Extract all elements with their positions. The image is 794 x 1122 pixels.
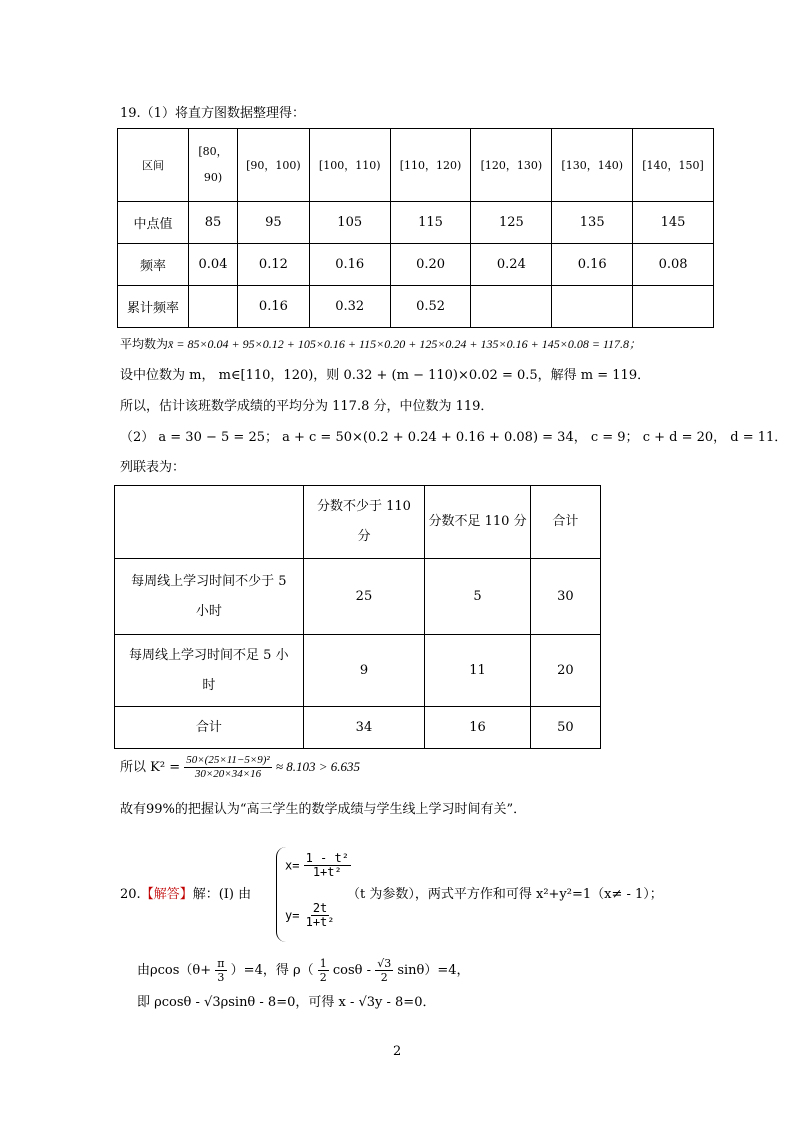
median-line: 设中位数为 m， m∈[110，120)，则 0.32 + (m − 110)×0.02 = 0.5，解得 m = 119．	[120, 368, 651, 383]
table-row	[118, 129, 714, 202]
k2-prefix: 所以 K² =	[120, 760, 181, 775]
histogram-table	[117, 128, 714, 328]
header-cell: 合计	[530, 486, 600, 559]
table-cell: 9	[303, 635, 425, 707]
interval-first-b: 90)	[203, 171, 223, 184]
freq-cell: 0.04	[189, 244, 238, 286]
x-numerator: 1 - t²	[305, 851, 349, 865]
y-equation	[285, 902, 337, 929]
x-fraction	[304, 852, 351, 879]
midpoint-cell: 105	[309, 202, 390, 244]
x-denominator: 1+t²	[312, 865, 342, 879]
midpoint-cell: 95	[238, 202, 310, 244]
interval-cell: [140，150]	[633, 129, 714, 202]
cum-freq-cell	[633, 286, 714, 328]
cum-freq-cell	[471, 286, 552, 328]
x-equation	[285, 852, 351, 879]
table-row	[115, 707, 601, 749]
k2-line	[120, 754, 360, 781]
table-cell: 50	[530, 707, 600, 749]
y-denominator: 1+t²	[305, 915, 335, 929]
interval-first-a: [80，	[198, 145, 228, 158]
x-lhs: x=	[285, 858, 300, 873]
header-cell: 分数不足 110 分	[425, 486, 531, 559]
table-row	[115, 486, 601, 559]
table-row	[118, 244, 714, 286]
midpoint-cell: 145	[633, 202, 714, 244]
midpoint-cell: 85	[189, 202, 238, 244]
y-numerator: 2t	[312, 901, 328, 915]
mean-line	[120, 335, 641, 353]
interval-cell	[189, 129, 238, 202]
table-row	[118, 202, 714, 244]
table-cell: 11	[425, 635, 531, 707]
contingency-table	[114, 485, 601, 749]
table-cell: 25	[303, 559, 425, 635]
row-label-midpoint: 中点值	[118, 202, 189, 244]
table2-intro: 列联表为：	[120, 460, 186, 475]
cum-freq-cell: 0.32	[309, 286, 390, 328]
table-row	[115, 559, 601, 635]
q20-after-system: （t 为参数），两式平方作和可得 x²+y²=1（x≠ - 1）；	[347, 887, 663, 902]
header-cell: 分数不少于 110 分	[303, 486, 425, 559]
line2-c: cosθ -	[332, 963, 372, 978]
q20-line2	[137, 957, 470, 984]
q19-conclusion1: 所以，估计该班数学成绩的平均分为 117.8 分，中位数为 119．	[120, 399, 494, 414]
k2-denominator: 30×20×34×16	[194, 768, 262, 780]
cum-freq-cell: 0.16	[238, 286, 310, 328]
q20-number: 20.	[120, 887, 141, 902]
half-numerator: 1	[319, 957, 327, 970]
page-number: 2	[393, 1044, 402, 1059]
row-label: 每周线上学习时间不少于 5 小时	[115, 559, 304, 635]
freq-cell: 0.24	[471, 244, 552, 286]
cum-freq-cell	[189, 286, 238, 328]
midpoint-cell: 115	[390, 202, 471, 244]
row-label: 合计	[115, 707, 304, 749]
k2-numerator: 50×(25×11−5×9)²	[186, 754, 270, 766]
cum-freq-cell	[552, 286, 633, 328]
table-cell: 5	[425, 559, 531, 635]
freq-cell: 0.20	[390, 244, 471, 286]
y-fraction	[304, 902, 337, 929]
cum-freq-cell: 0.52	[390, 286, 471, 328]
row-label-frequency: 频率	[118, 244, 189, 286]
y-lhs: y=	[285, 908, 300, 923]
table-cell: 16	[425, 707, 531, 749]
interval-cell: [100，110)	[309, 129, 390, 202]
line2-a: 由ρcos（θ+	[137, 963, 212, 978]
table-row	[118, 286, 714, 328]
mean-label: 平均数为	[120, 337, 169, 351]
half-denominator: 2	[319, 971, 327, 984]
freq-cell: 0.16	[552, 244, 633, 286]
interval-cell: [130，140)	[552, 129, 633, 202]
line2-b: ）=4，得 ρ（	[230, 963, 314, 978]
table-cell: 34	[303, 707, 425, 749]
row-label: 每周线上学习时间不足 5 小时	[115, 635, 304, 707]
k2-fraction	[184, 754, 272, 781]
sqrt3-denominator: 2	[380, 971, 388, 984]
mean-expression: x̄ = 85×0.04 + 95×0.12 + 105×0.16 + 115×0.20 + 125×0.24 + 135×0.16 + 145×0.08 = 117.8；	[168, 337, 642, 351]
q19-conclusion2: 故有99%的把握认为“高三学生的数学成绩与学生线上学习时间有关”．	[120, 802, 527, 817]
midpoint-cell: 135	[552, 202, 633, 244]
answer-tag: 【解答】	[140, 887, 193, 902]
sqrt3-numerator: √3	[377, 957, 392, 970]
part2-line: （2） a = 30 − 5 = 25； a + c = 50×(0.2 + 0.24 + 0.16 + 0.08) = 34， c = 9； c + d = 20， d = 11．	[120, 430, 788, 445]
line2-d: sinθ）=4，	[397, 963, 470, 978]
row-label-interval: 区间	[118, 129, 189, 202]
q20-lead	[120, 886, 251, 904]
midpoint-cell: 125	[471, 202, 552, 244]
sqrt3-half-fraction	[375, 957, 393, 984]
header-empty	[115, 486, 304, 559]
interval-cell: [120，130)	[471, 129, 552, 202]
q19-title: 19.（1）将直方图数据整理得：	[120, 106, 305, 121]
half-fraction	[318, 957, 329, 984]
pi-symbol: π	[217, 957, 225, 970]
freq-cell: 0.08	[633, 244, 714, 286]
q20-line3: 即 ρcosθ - √3ρsinθ - 8=0，可得 x - √3y - 8=0．	[137, 995, 436, 1010]
three: 3	[217, 971, 225, 984]
interval-cell: [90，100)	[238, 129, 310, 202]
table-cell: 30	[530, 559, 600, 635]
pi-over-3	[215, 957, 226, 984]
row-label-cumulative: 累计频率	[118, 286, 189, 328]
k2-suffix: ≈ 8.103 > 6.635	[275, 759, 361, 774]
interval-cell: [110，120)	[390, 129, 471, 202]
table-cell: 20	[530, 635, 600, 707]
table-row	[115, 635, 601, 707]
freq-cell: 0.12	[238, 244, 310, 286]
q20-lead-text: 解：(Ⅰ) 由	[192, 887, 252, 902]
freq-cell: 0.16	[309, 244, 390, 286]
